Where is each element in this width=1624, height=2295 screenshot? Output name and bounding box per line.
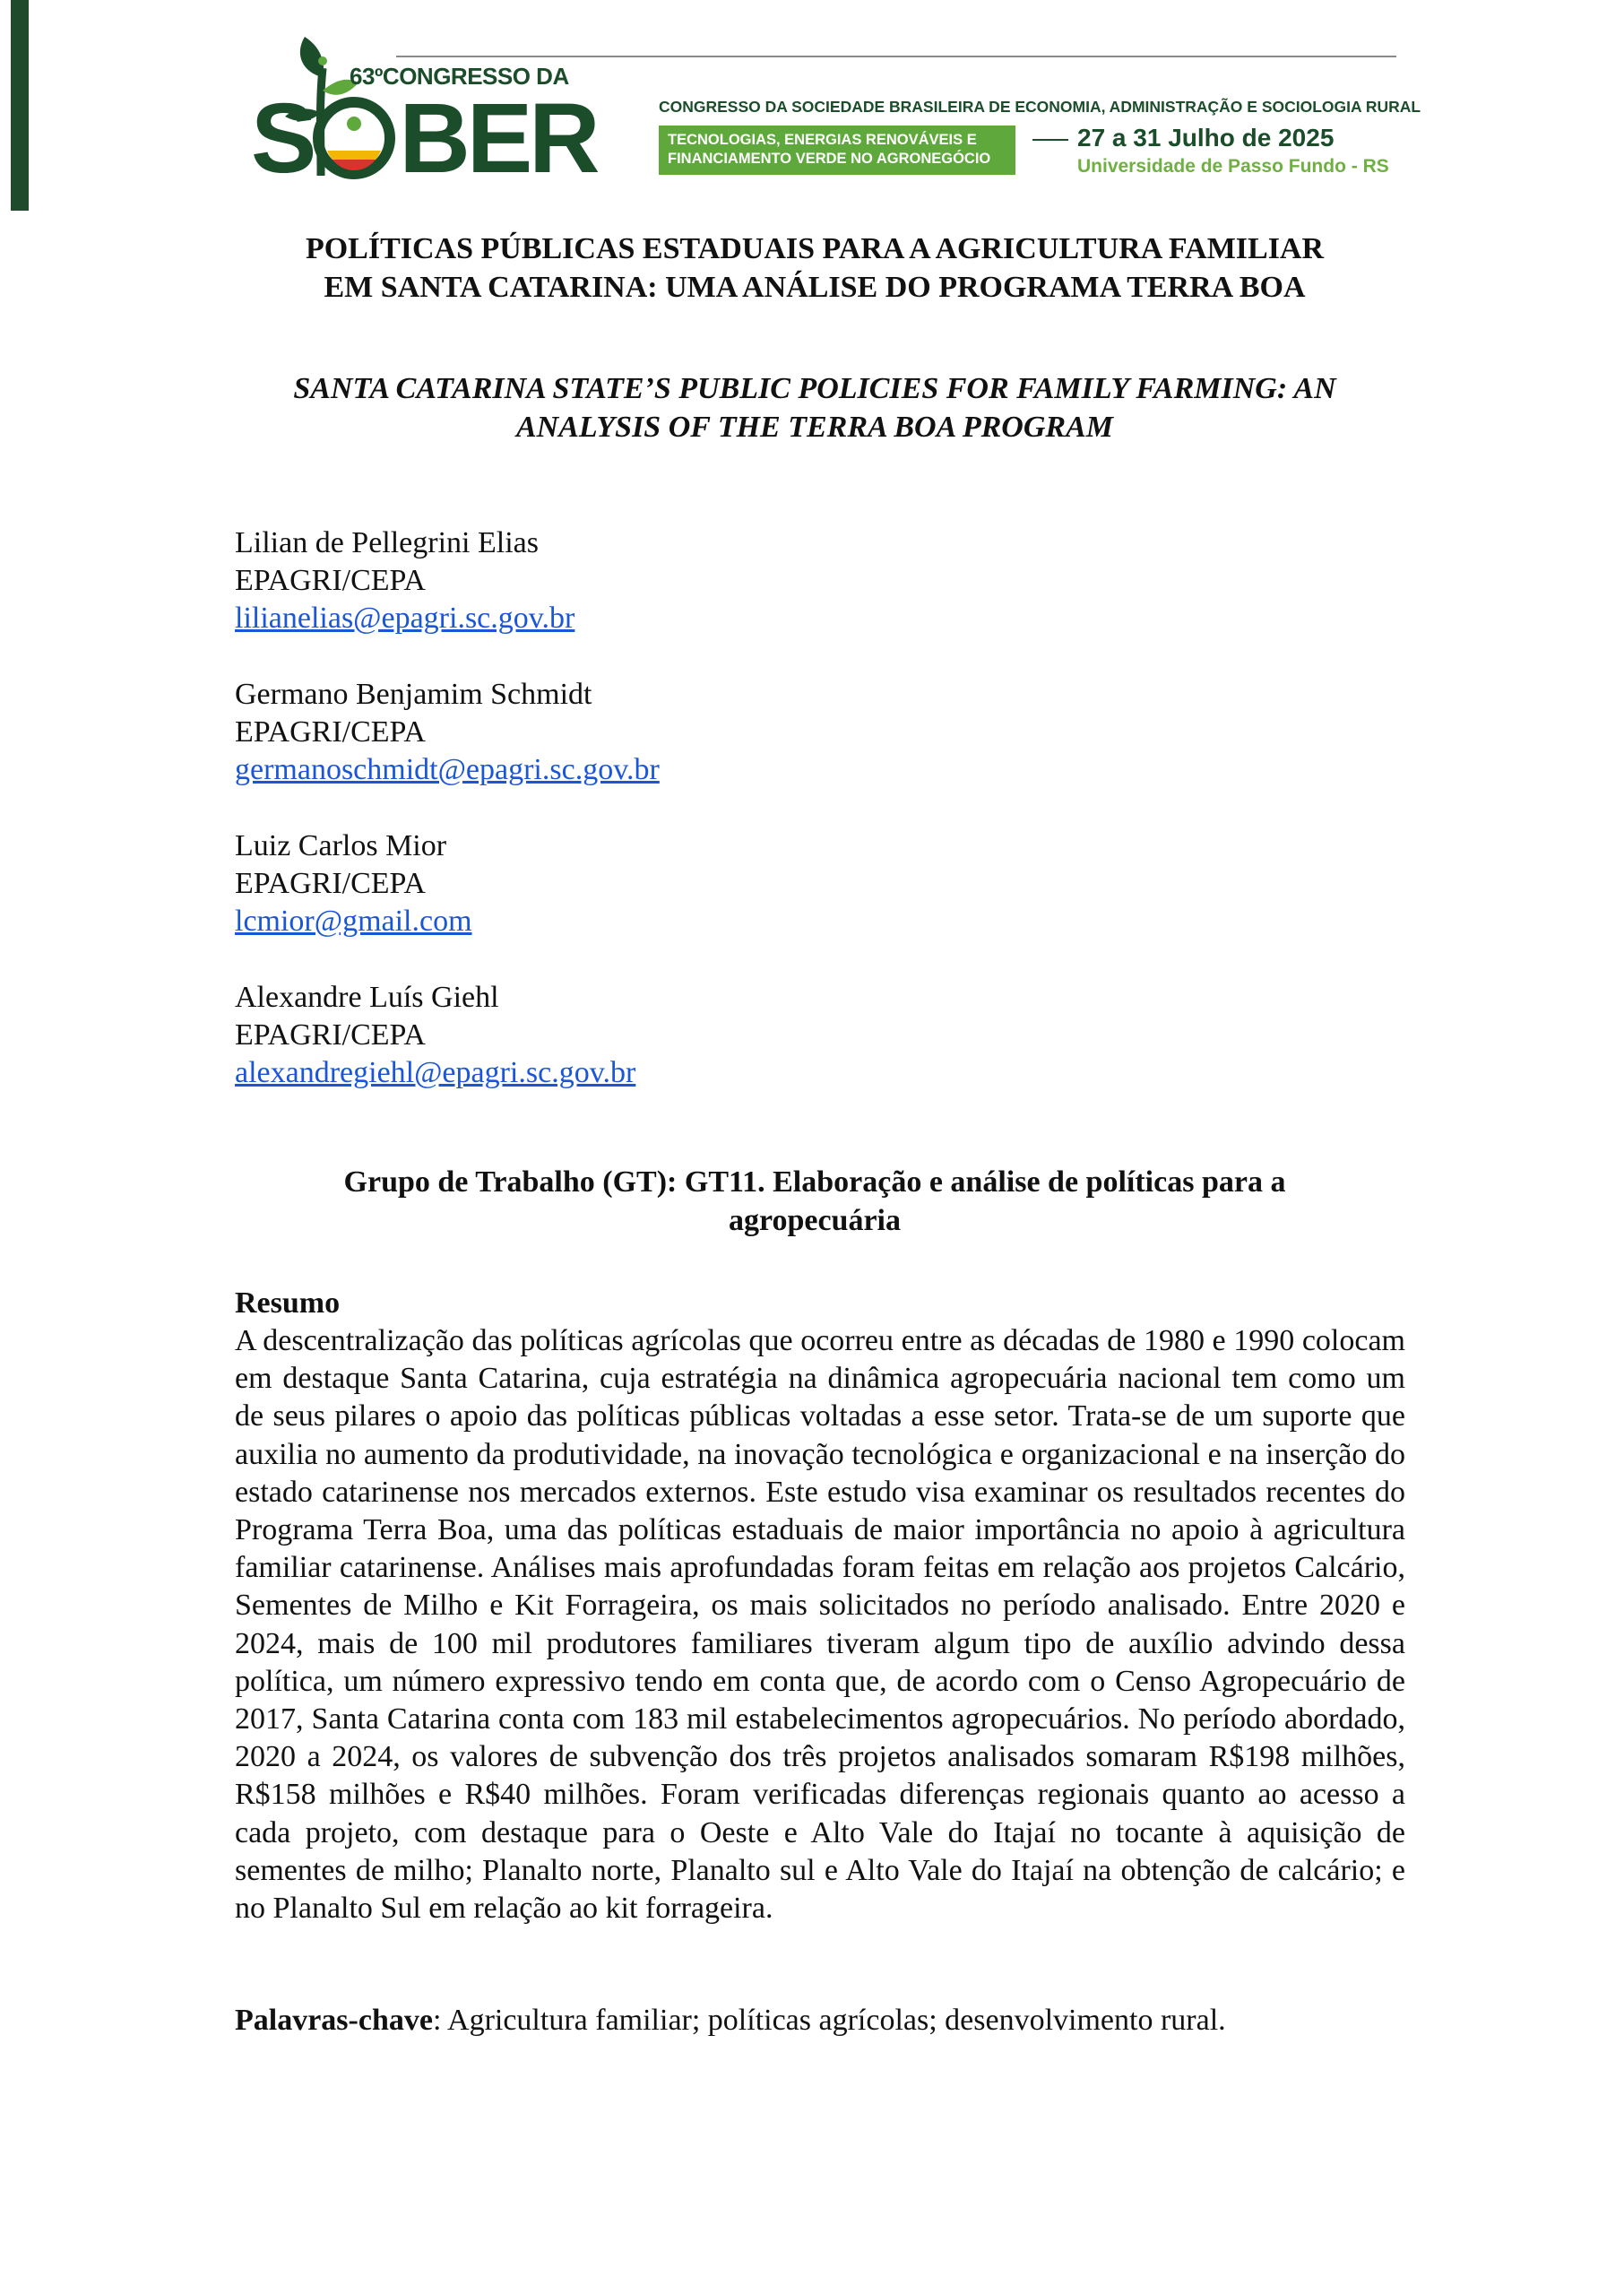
author-block <box>235 827 472 940</box>
author-email-link[interactable]: lilianelias@epagri.sc.gov.br <box>235 602 575 635</box>
soober-logo <box>251 83 597 194</box>
paper-title-portuguese <box>235 230 1395 307</box>
conference-header <box>251 20 1421 194</box>
theme-line-2: FINANCIAMENTO VERDE NO AGRONEGÓCIO <box>668 151 991 167</box>
author-name: Lilian de Pellegrini Elias <box>235 526 539 559</box>
author-email-link[interactable]: germanoschmidt@epagri.sc.gov.br <box>235 753 660 786</box>
congress-label: CONGRESSO DA <box>382 63 569 90</box>
title-en-line-1: SANTA CATARINA STATE’S PUBLIC POLICIES FOR FAMILY FARMING: AN <box>293 372 1336 405</box>
keywords-line <box>235 2002 1226 2040</box>
event-venue: Universidade de Passo Fundo - RS <box>1077 156 1389 177</box>
keywords-text: : Agricultura familiar; políticas agrícolas; desenvolvimento rural. <box>432 2004 1226 2037</box>
title-pt-line-1: POLÍTICAS PÚBLICAS ESTADUAIS PARA A AGRICULTURA FAMILIAR <box>305 232 1325 265</box>
theme-box <box>659 126 1015 175</box>
author-affiliation: EPAGRI/CEPA <box>235 715 426 749</box>
paper-title-english <box>235 369 1395 446</box>
dates-text: 27 a 31 Julho de 2025 <box>1077 124 1335 152</box>
logo-letters-ber: BER <box>399 83 597 194</box>
logo-o-circle <box>313 90 399 188</box>
abstract-heading: Resumo <box>235 1286 341 1320</box>
edition-number: 63º <box>350 63 383 90</box>
author-name: Alexandre Luís Giehl <box>235 981 499 1014</box>
title-en-line-2: ANALYSIS OF THE TERRA BOA PROGRAM <box>515 411 1114 444</box>
header-rule <box>396 56 1396 57</box>
author-email-link[interactable]: alexandregiehl@epagri.sc.gov.br <box>235 1056 636 1089</box>
author-name: Germano Benjamim Schmidt <box>235 678 592 711</box>
author-name: Luiz Carlos Mior <box>235 829 447 862</box>
author-block <box>235 676 660 789</box>
logo-letter-s: S <box>251 83 314 194</box>
date-dash <box>1032 139 1068 141</box>
working-group-line-2: agropecuária <box>728 1204 901 1237</box>
page-edge-bar <box>11 0 29 211</box>
title-pt-line-2: EM SANTA CATARINA: UMA ANÁLISE DO PROGRAMA TERRA BOA <box>324 271 1306 304</box>
author-affiliation: EPAGRI/CEPA <box>235 867 426 900</box>
congress-full-name: CONGRESSO DA SOCIEDADE BRASILEIRA DE ECONOMIA, ADMINISTRAÇÃO E SOCIOLOGIA RURAL <box>659 98 1421 116</box>
event-dates <box>1032 124 1334 152</box>
theme-line-1: TECNOLOGIAS, ENERGIAS RENOVÁVEIS E <box>668 132 977 148</box>
author-block <box>235 979 635 1092</box>
working-group-line-1: Grupo de Trabalho (GT): GT11. Elaboração e análise de políticas para a <box>343 1165 1286 1199</box>
working-group <box>235 1163 1395 1240</box>
author-block <box>235 524 574 637</box>
author-affiliation: EPAGRI/CEPA <box>235 1018 426 1052</box>
author-email-link[interactable]: lcmior@gmail.com <box>235 905 472 938</box>
keywords-label: Palavras-chave <box>235 2004 433 2037</box>
author-affiliation: EPAGRI/CEPA <box>235 564 426 597</box>
abstract-text: A descentralização das políticas agrícolas que ocorreu entre as décadas de 1980 e 1990 colocam em destaque Santa Catarina, cuja estratégia na dinâmica agropecuária nacional tem como um de seus pilares o apoio das políticas públicas voltadas a esse setor. Trata-se de um suporte que auxilia no aumento da produtividade, na inovação tecnológica e organizacional e na inserção do estado catarinense nos mercados externos. Este estudo visa examinar os resultados recentes do Programa Terra Boa, uma das políticas estaduais de maior importância no apoio à agricultura familiar catarinense. Análises mais aprofundadas foram feitas em relação aos projetos Calcário, Sementes de Milho e Kit Forrageira, os mais solicitados no período analisado. Entre 2020 e 2024, mais de 100 mil produtores familiares tiveram algum tipo de auxílio advindo dessa política, um número expressivo tendo em conta que, de acordo com o Censo Agropecuário de 2017, Santa Catarina conta com 183 mil estabelecimentos agropecuários. No período abordado, 2020 a 2024, os valores de subvenção dos três projetos analisados somaram R$198 milhões, R$158 milhões e R$40 milhões. Foram verificadas diferenças regionais quanto ao acesso a cada projeto, com destaque para o Oeste e Alto Vale do Itajaí no tocante à aquisição de sementes de milho; Planalto norte, Planalto sul e Alto Vale do Itajaí na obtenção de calcário; e no Planalto Sul em relação ao kit forrageira. <box>235 1324 1405 1926</box>
